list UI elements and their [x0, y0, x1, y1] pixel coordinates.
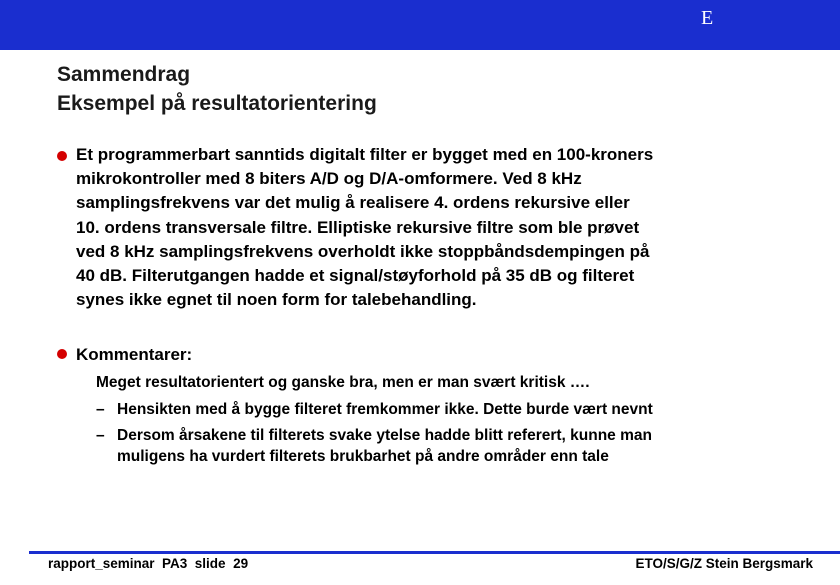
comments-label: Kommentarer:	[76, 345, 193, 364]
footer-slide-info: rapport_seminar PA3 slide 29	[48, 556, 249, 571]
footer-author: ETO/S/G/Z Stein Bergsmark	[635, 556, 813, 571]
footer-rule	[29, 551, 840, 554]
paragraph-line: 40 dB. Filterutgangen hadde et signal/støyforhold på 35 dB og filteret	[76, 266, 635, 286]
bullet-marker	[57, 151, 67, 161]
paragraph-line: mikrokontroller med 8 biters A/D og D/A-omformere. Ved 8 kHz	[76, 169, 582, 189]
paragraph-line: Et programmerbart sanntids digitalt filter er bygget med en 100-kroners	[76, 145, 654, 164]
bullet-marker	[57, 349, 67, 359]
bullet-label-comments	[76, 343, 776, 367]
dash-marker: –	[96, 427, 105, 444]
sub-item-line: muligens ha vurdert filterets brukbarhet på andre områder enn tale	[117, 448, 609, 465]
slide-title	[57, 60, 377, 118]
header-bar	[0, 0, 840, 50]
paragraph-line: ved 8 kHz samplingsfrekvens overholdt ikke stoppbåndsdempingen på	[76, 241, 650, 261]
sub-item-line: Dersom årsakene til filterets svake ytelse hadde blitt referert, kunne man	[117, 427, 652, 444]
sub-item-line: Hensikten med å bygge filteret fremkommer ikke. Dette burde vært nevnt	[117, 401, 653, 418]
paragraph-line: synes ikke egnet til noen form for talebehandling.	[76, 290, 477, 310]
header-corner-letter: E	[701, 7, 714, 29]
dash-marker: –	[96, 401, 105, 418]
bullet-paragraph-summary	[76, 143, 776, 312]
paragraph-line: samplingsfrekvens var det mulig å realisere 4. ordens rekursive eller	[76, 193, 630, 213]
paragraph-line: 10. ordens transversale filtre. Elliptiske rekursive filtre som ble prøvet	[76, 217, 640, 237]
comments-intro: Meget resultatorientert og ganske bra, men er man svært kritisk ….	[96, 374, 590, 391]
slide-title-line-1: Sammendrag	[57, 63, 191, 86]
slide-title-line-2: Eksempel på resultatorientering	[57, 92, 377, 115]
